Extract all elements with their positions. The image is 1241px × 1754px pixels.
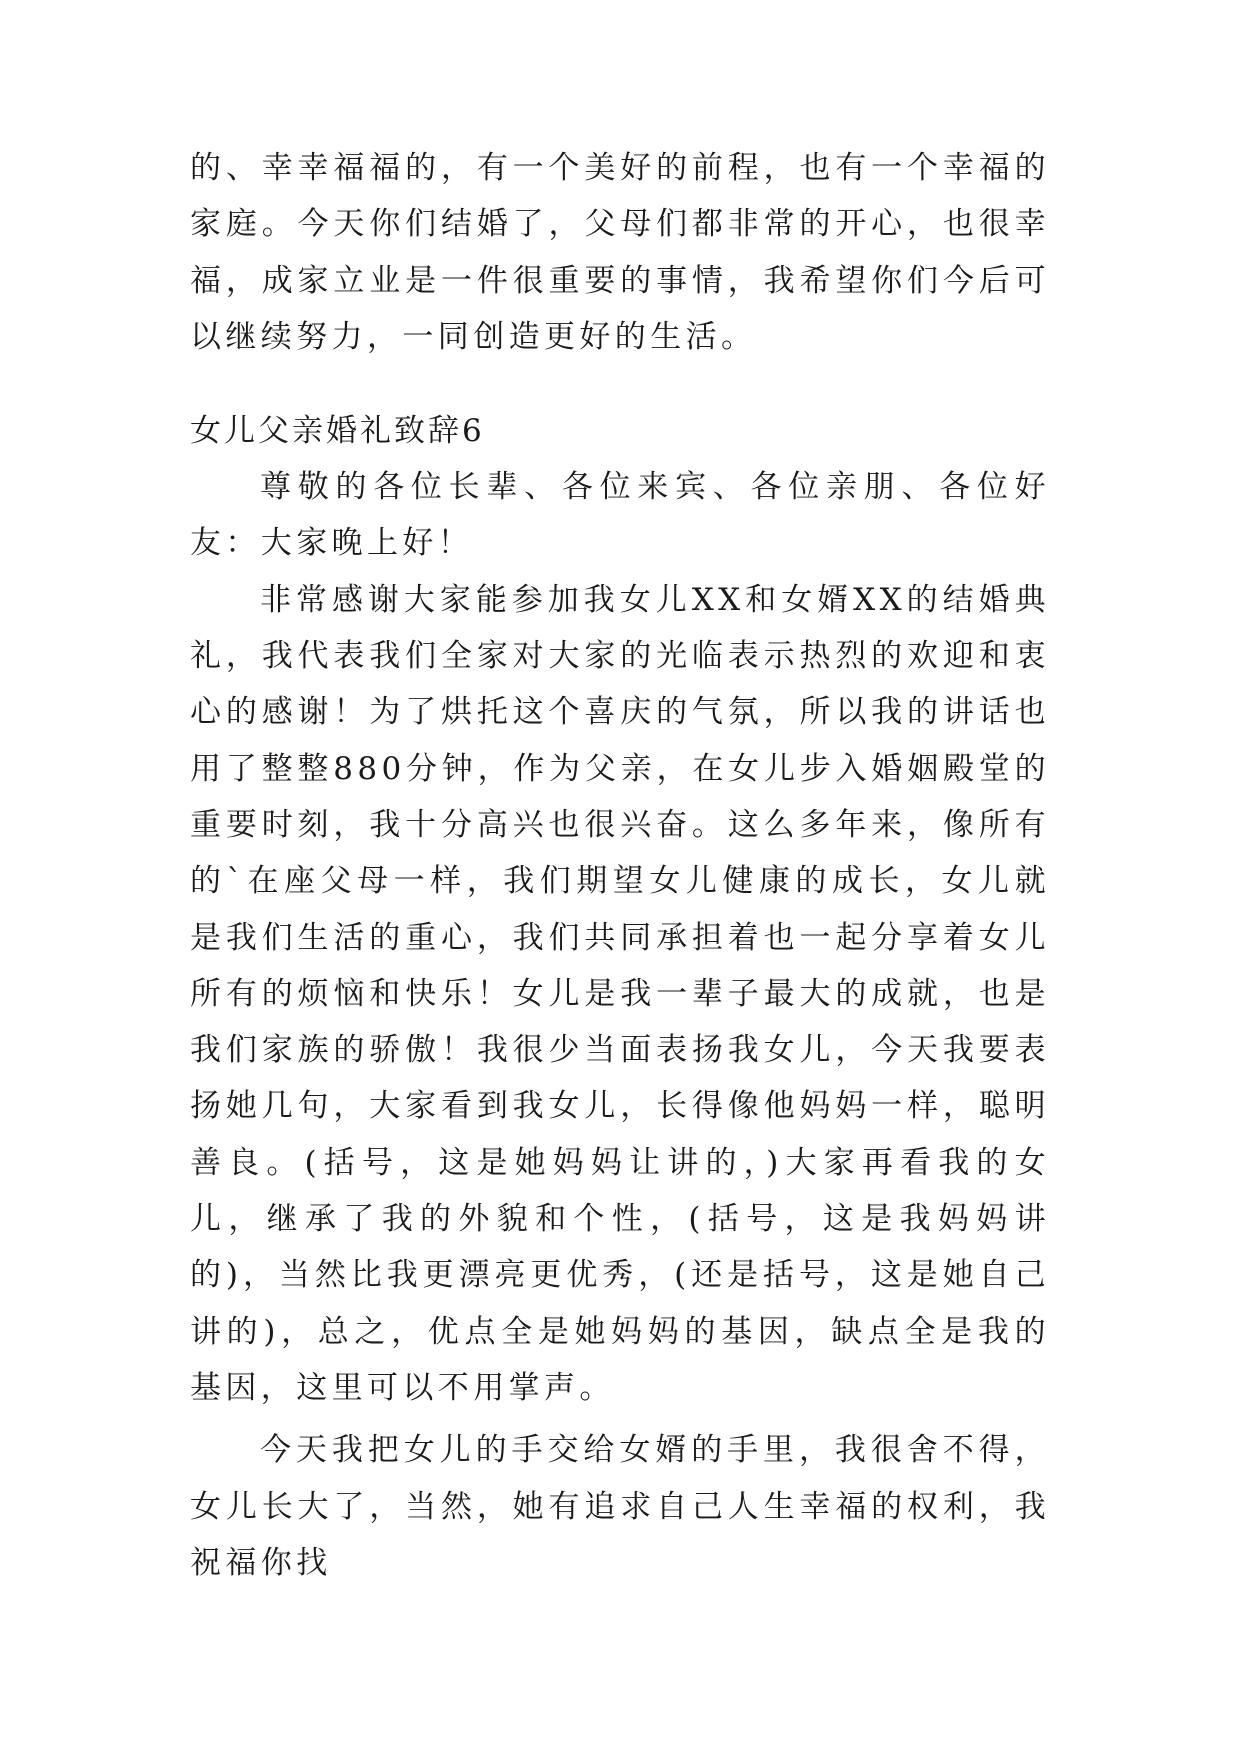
document-body bbox=[190, 140, 1050, 1591]
section-heading: 女儿父亲婚礼致辞6 bbox=[190, 413, 485, 450]
paragraph-handover: 今天我把女儿的手交给女婿的手里，我很舍不得，女儿长大了，当然，她有追求自己人生幸福的权利，我祝福你找 bbox=[190, 1432, 1050, 1581]
paragraph-continued: 的、幸幸福福的，有一个美好的前程，也有一个幸福的家庭。今天你们结婚了，父母们都非常的开心，也很幸福，成家立业是一件很重要的事情，我希望你们今后可以继续努力，一同创造更好的生活。 bbox=[190, 150, 1050, 355]
paragraph-thanks: 非常感谢大家能参加我女儿XX和女婿XX的结婚典礼，我代表我们全家对大家的光临表示热烈的欢迎和衷心的感谢！为了烘托这个喜庆的气氛，所以我的讲话也用了整整880分钟，作为父亲，在女儿步入婚姻殿堂的重要时刻，我十分高兴也很兴奋。这么多年来，像所有的`在座父母一样，我们期望女儿健康的成长，女儿就是我们生活的重心，我们共同承担着也一起分享着女儿所有的烦恼和快乐！女儿是我一辈子最大的成就，也是我们家族的骄傲！我很少当面表扬我女儿，今天我要表扬她几句，大家看到我女儿，长得像他妈妈一样，聪明善良。(括号，这是她妈妈让讲的，)大家再看我的女儿，继承了我的外貌和个性，(括号，这是我妈妈讲的)，当然比我更漂亮更优秀，(还是括号，这是她自己讲的)，总之，优点全是她妈妈的基因，缺点全是我的基因，这里可以不用掌声。 bbox=[190, 581, 1050, 1406]
paragraph-greeting: 尊敬的各位长辈、各位来宾、各位亲朋、各位好友：大家晚上好！ bbox=[190, 469, 1050, 562]
